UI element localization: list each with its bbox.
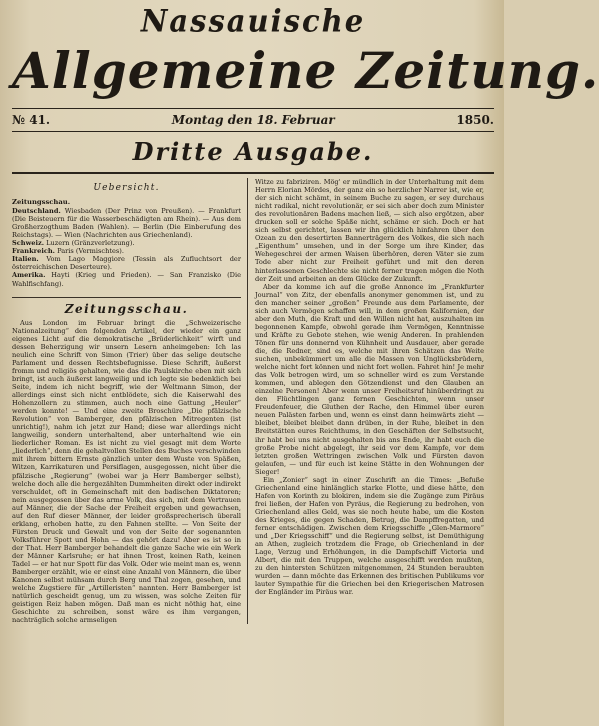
overview-heading: Zeitungsschau. <box>12 198 71 207</box>
overview-entry-place: Frankreich. <box>12 247 55 256</box>
overview-title: Uebersicht. <box>93 183 160 193</box>
overview-entry-text: Hayti (Krieg und Frieden). — San Franzisko (Die Wahlfischfang). <box>12 271 241 288</box>
issue-date: Montag den 18. Februar <box>171 113 335 127</box>
article-columns <box>12 178 494 624</box>
article-paragraph: Ein „Zonier“ sagt in einer Zuschrift an die Times: „Befuße Griechenland eine hinlänglich starke Flotte, und diese hätte, den Hafen von Korinth zu blokiren, indem sie die Zugänge zum Piräus frei ließen, der Hafen von Pyräus, die Regierung zu bedrohen, von Griechenland alles Geld, was sie noch heute habe, um die Kosten des Krieges, die gegen Schaden, Betrug, die Dampffregatten, und ferner entschädigen. Zwischen dem Kriegsschiffe „Glen-Marmore“ und „Der Kriegsschiff“ und die Regierung selbst, ist Demüthigung an Athen, zugleich trotzdem die Frage, ob Griechenland in der Lage, Verzug und Erhöhungen, in die Dampfschiff Victoria und Albert, die mit den Truppen, welche ausgeschifft werden mußten, zu den hintersten Schützen mitgenommen, 24 Stunden beraubten wurden — dann möchte das Erkennen des britischen Publikums vor lauter Sympathie für die Griechen bei den Kriegerischen Matrosen der Engländer im Piräus war. <box>255 475 484 597</box>
left-article-body <box>12 319 241 625</box>
masthead-line-2: Allgemeine Zeitung. <box>12 41 599 100</box>
article-paragraph: Aber da komme ich auf die große Annonce im „Frankfurter Journal“ von Zitz, der ebenfalls anonymer genommen ist, und zu den mancher seiner „großen“ Freunde aus dem Parlamente, der sich auch Vermögen schaffen will, in dem großen Kalifornien, der aber den Muth, die Kraft und den Willen nicht hat, auszuhalten im begonnenen Kampfe, obwohl gerade ihm Vermögen, Kenntnisse und Kräfte zu Gebote stehen, wie wenig Anderen. In prahlenden Tönen für uns donnernd von Kühnheit und Ausdauer, aber gerade die, die Redner, sind es, welche mit ihren Schätzen das Weite suchen, unbekümmert um alle die Massen von Unglücksbrüdern, welche nicht fort können und nicht fort wollen. Fahret hin! Je mehr das Volk betrogen wird, um so schneller wird es zum Verstande kommen, und ablegen den Götzendienst und den Glauben an einzelne Personen! Aber wenn unser Freiheitsruf hinüberdringt zu den Flüchtlingen ganz fernen Geschichten, wenn unser Freudenfeuer, die Gluthen der Rache, den Himmel über euren neuen Palästen farben und, wenn es einst dann heimwärts zieht — bleibet, bleibet bleibet dann drüben, in der Ruhe, bleibet in den Breitstätten eures Reichthums, in den Geschäften der Selbstsucht, ihr habt bei uns nicht ausgehalten bis ans Ende, ihr habt euch die große Probe nicht abgelegt, ihr seid vor dem Kampfe, vor dem letzten großen Wettringen zwischen Volk und Fürsten davon gelaufen, — und für euch ist keine Stätte in den Wohnungen der Sieger! <box>255 282 484 476</box>
overview-entry <box>12 271 241 287</box>
overview-entry <box>12 239 241 247</box>
right-column <box>248 178 484 624</box>
overview-entry-text: Luzern (Gränzverletzung). <box>46 239 135 248</box>
section-title: Zeitungsschau. <box>64 301 189 316</box>
edition-title: Dritte Ausgabe. <box>12 132 494 174</box>
overview-entry <box>12 247 241 255</box>
article-paragraph: Aus London im Februar bringt die „Schweizerische Nationalzeitung“ den folgenden Artikel, der wieder ein ganz eigenes Licht auf die demokratische „Brüderlichkeit“ wirft und dessen Beherzigung wir unsern Lesern anheimgeben: Ich las neulich eine Schrift von Simon (Trier) über das selige deutsche Parlament und dessen Rechtsbefugnisse. Diese Schrift, äußerst fromm und religiös gehalten, wie das die Paulskirche eben mit sich bringt, ist auch äußerst langweilig und ich legte sie bedenklich bei Seite, indem ich nicht begriff, wie der Weltmann Simon, der allerdings einst sich nicht entblödete, sich die Kaiserwahl des Hohenzollern zu stimmen, auch noch eine Gattung „Heuler“ werden konnte! — Und eine zweite Broschüre „Die pfälzische Revolution“ von Bamberger, den pfälzischen Mitregenten (ist unrichtig!), nahm ich jetzt zur Hand; diese war allerdings nicht langweilig, sondern unterhaltend, aber unterhaltend wie ein liederlicher Roman. Es ist nicht zu viel gesagt mit dem Worte „liederlich“, denn die gehaltvollen Stellen des Buches verschwinden mit ihrem bittern Ernste gänzlich unter dem Wuste von Späßen, Witzen, Karrikaturen und Persiflagen, ausgegossen, nicht über die pfälzische „Regierung“ (wobei war ja Herr Bamberger selbst), welche doch alle die hergezählten Dummheiten direkt oder indirekt verschuldet, oft in Gemeinschaft mit den badischen Diktatoren; nein ausgegossen über das arme Volk, das sich, mit dem Vertrauen auf Männer, die der Sache der Freiheit ergeben und gewachsen, auf den Ruf dieser Männer, der leider großsprecherisch überall erklang, erhoben hatte, zu den Fahnen stellte. — Von Seite der Fürsten Druck und Gewalt und von der Seite der sogenannten Volksführer Spott und Hohn — das gehört dazu! Aber es ist so in der That. Herr Bamberger behandelt die ganze Sache wie ein Werk der Männer Karlsruhe; er hat ihnen Trost, keinen Rath, keinen Tadel — er hat nur Spott für das Volk. Oder wie meint man es, wenn Bamberger erzählt, wie er einst eine Anzahl von Männern, die über Kanonen selbst mühsam durch Berg und Thal zogen, gesehen, und welche Zugstiere für „Artilleristen“ nannten. Herr Bamberger ist natürlich gescheidt genug, um zu wissen, was solche Zeiten für geistigen Reiz haben mögen. Daß man es nicht nöthig hat, eine Geschichte zu schreiben, sonst wäre es ihm vergangen, nachträglich solche armseligen <box>12 318 241 625</box>
overview-entry-text: Paris (Vermischtes). <box>57 247 124 256</box>
masthead-line-1: Nassauische <box>140 3 366 39</box>
issue-year: 1850. <box>456 113 494 127</box>
article-paragraph: Witze zu fabriziren. Mög' er mündlich in der Unterhaltung mit dem Herrn Elorian Mördes, der ganz ein so herzlicher Narrer ist, wie er, der sich nicht schämt, in seinem Buche zu sagen, er sey durchaus nicht radikal, nicht revolutionär, er sei sich aber doch zum Minister des revolutionären Badens machen ließ, — sich also ergötzen, aber drucken soll er solche Späße nicht, schäme er sich. Doch er hat sich selbst gerichtet, lassen wir ihn glücklich hinfahren über den Ozean zu den desertirten Bannerträgern des Volkes, die sich nach „Eigenthum“ umsehen, und in der Sorge um ihre Kinder, das Wehegeschrei der armen Waisen überhören, deren Väter sie zum Tode aber nicht zur Freiheit geführt und mit den deren hinterlassenen Geschlechte sie nicht ferner tragen mögen die Noth der Zeit und arbeiten an dem Glücke der Zukunft. <box>255 178 484 283</box>
overview-entry-place: Italien. <box>12 255 39 264</box>
overview-entry-place: Deutschland. <box>12 207 61 216</box>
issue-number: № 41. <box>12 113 51 127</box>
overview-list <box>12 198 241 288</box>
overview-entry-text: Vom Lago Maggiore (Tessin als Zufluchtsort der österreichischen Deserteure). <box>12 255 241 272</box>
overview-entry-place: Amerika. <box>12 271 46 280</box>
section-divider <box>12 297 241 298</box>
overview-entry <box>12 255 241 271</box>
dateline <box>12 108 494 132</box>
overview-entry-text: Wiesbaden (Der Prinz von Preußen). — Frankfurt (Die Beisteuern für die Wasserbeschädigten am Rhein). — Aus dem Großherzogthum Baden (Wahlen). — Berlin (Die Einberufung des Reichstags). — Wien (Nachrichten aus Griechenland). <box>12 207 241 240</box>
overview-entry <box>12 207 241 239</box>
right-article-body <box>255 178 484 596</box>
left-column <box>12 178 248 624</box>
overview-entry-place: Schweiz. <box>12 239 44 248</box>
